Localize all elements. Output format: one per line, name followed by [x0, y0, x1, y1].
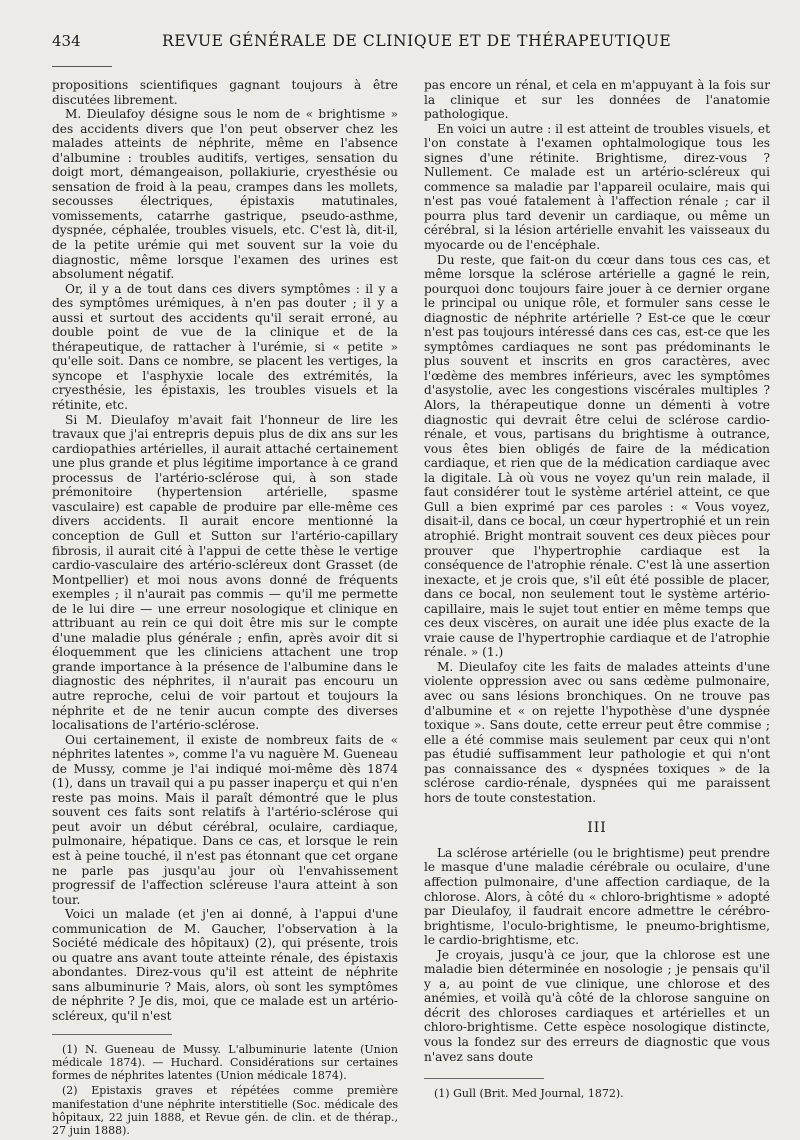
footnotes: [52, 1043, 398, 1138]
header-rule: [52, 66, 112, 67]
paragraph: Du reste, que fait-on du cœur dans tous ces cas, et même lorsque la sclérose artérielle a gagné le rein, pourquoi donc toujours faire jouer à ce dernier organe le principal ou unique rôle, et formuler sans cesse le diagnostic de néphrite artérielle ? Est-ce que le cœur n'est pas toujours intéressé dans ces cas, est-ce que les symptômes cardiaques ne sont pas prédominants le plus souvent et inscrits en gros caractères, avec l'œdème des membres inférieurs, avec les symptômes d'asystolie, avec les congestions viscérales multiples ? Alors, la thérapeutique donne un démenti à votre diagnostic qui devrait être celui de sclérose cardio-rénale, et vous, partisans du brightisme à outrance, vous êtes bien obligés de faire de la médication cardiaque, et rien que de la médication cardiaque avec la digitale. Là où vous ne voyez qu'un rein malade, il faut considérer tout le système artériel atteint, ce que Gull a bien exprimé par ces paroles : « Vous voyez, disait-il, dans ce bocal, un cœur hypertrophié et un rein atrophié. Bright montrait souvent ces deux pièces pour prouver que l'hypertrophie cardiaque est la conséquence de l'atrophie rénale. C'est là une assertion inexacte, et je crois que, s'il eût été possible de placer, dans ce bocal, non seulement tout le système artério-capillaire, mais le sujet tout entier en même temps que ces deux viscères, on aurait une idée plus exacte de la vraie cause de l'hypertrophie cardiaque et de l'atrophie rénale. » (1.): [424, 252, 770, 660]
paragraph: pas encore un rénal, et cela en m'appuyant à la fois sur la clinique et sur les données de l'anatomie pathologique.: [424, 78, 770, 122]
page-number: 434: [52, 32, 81, 50]
paragraph: La sclérose artérielle (ou le brightisme) peut prendre le masque d'une maladie cérébrale ou oculaire, d'une affection pulmonaire, d'une affection cardiaque, de la chlorose. Alors, à côté du « chloro-brightisme » adopté par Dieulafoy, il faudrait encore admettre le cérébro-brightisme, l'oculo-brightisme, le pneumo-brightisme, le cardio-brightisme, etc.: [424, 845, 770, 948]
right-column: [424, 78, 770, 1102]
footnote: (1) Gull (Brit. Med Journal, 1872).: [434, 1087, 624, 1101]
footnote: (1) N. Gueneau de Mussy. L'albuminurie latente (Union médicale 1874). — Huchard. Considérations sur certaines formes de néphrites latentes (Union médicale 1874).: [52, 1042, 398, 1083]
paragraph: propositions scientifiques gagnant toujours à être discutées librement.: [52, 78, 398, 107]
footnote-rule: [52, 1034, 172, 1035]
paragraph: Si M. Dieulafoy m'avait fait l'honneur de lire les travaux que j'ai entrepris depuis plus de dix ans sur les cardiopathies artérielles, il aurait attaché certainement une plus grande et plus légitime importance à ce grand processus de l'artério-sclérose qui, à son stade prémonitoire (hypertension artérielle, spasme vasculaire) est capable de produire par elle-même ces divers accidents. Il aurait encore mentionné la conception de Gull et Sutton sur l'artério-capillary fibrosis, il aurait cité à l'appui de cette thèse le vertige cardio-vasculaire des artério-scléreux dont Grasset (de Montpellier) et moi nous avons donné de fréquents exemples ; il n'aurait pas commis — qu'il me permette de le lui dire — une erreur nosologique et clinique en attribuant au rein ce qui doit être mis sur le compte d'une maladie plus générale ; enfin, après avoir dit si éloquemment que les cliniciens attachent une trop grande importance à la présence de l'albumine dans le diagnostic des néphrites, il n'aurait pas encouru un autre reproche, celui de voir partout et toujours la néphrite et de ne tenir aucun compte des diverses localisations de l'artério-sclérose.: [52, 412, 398, 733]
page-header: [52, 32, 782, 58]
paragraph: Oui certainement, il existe de nombreux faits de « néphrites latentes », comme l'a vu naguère M. Gueneau de Mussy, comme je l'ai indiqué moi-même dès 1874 (1), dans un travail qui a pu passer inaperçu et qui n'en reste pas moins. Mais il paraît démontré que le plus souvent ces faits sont relatifs à l'artério-sclérose qui peut avoir un début cérébral, oculaire, cardiaque, pulmonaire, hépatique. Dans ce cas, et lorsque le rein est à peine touché, il n'est pas étonnant que cet organe ne parle pas jusqu'au jour où l'envahissement progressif de l'affection scléreuse l'aura atteint à son tour.: [52, 732, 398, 907]
paragraph: M. Dieulafoy désigne sous le nom de « brightisme » des accidents divers que l'on peut observer chez les malades atteints de néphrite, même en l'absence d'albumine : troubles auditifs, vertiges, sensation du doigt mort, démangeaison, pollakiurie, cryesthésie ou sensation de froid à la peau, crampes dans les mollets, secousses électriques, épistaxis matutinales, vomissements, catarrhe gastrique, pseudo-asthme, dyspnée, céphalée, troubles visuels, etc. C'est là, dit-il, de la petite urémie qui met souvent sur la voie du diagnostic, même lorsque l'examen des urines est absolument négatif.: [52, 107, 398, 282]
paragraph: Je croyais, jusqu'à ce jour, que la chlorose est une maladie bien déterminée en nosologie ; je pensais qu'il y a, au point de vue clinique, une chlorose et des anémies, et voilà qu'à côté de la chlorose sanguine on décrit des chloroses cardiaques et artérielles et un chloro-brightisme. Cette espèce nosologique distincte, vous la fondez sur des erreurs de diagnostic que vous n'avez sans doute: [424, 947, 770, 1064]
paragraph: M. Dieulafoy cite les faits de malades atteints d'une violente oppression avec ou sans œdème pulmonaire, avec ou sans lésions bronchiques. On ne trouve pas d'albumine et « on rejette l'hypothèse d'une dyspnée toxique ». Sans doute, cette erreur peut être commise ; elle a été commise mais seulement par ceux qui n'ont pas étudié suffisamment leur pathologie et qui n'ont pas connaissance des « dyspnées toxiques » de la sclérose cardio-rénale, dyspnées qui me paraissent hors de toute constestation.: [424, 659, 770, 805]
paragraph: En voici un autre : il est atteint de troubles visuels, et l'on constate à l'examen ophtalmologique tous les signes d'une rétinite. Brightisme, direz-vous ? Nullement. Ce malade est un artério-scléreux qui commence sa maladie par l'appareil oculaire, mais qui n'est pas voué fatalement à l'affection rénale ; car il pourra plus tard devenir un cardiaque, ou même un cérébral, si la lésion artérielle envahit les vaisseaux du myocarde ou de l'encéphale.: [424, 121, 770, 253]
left-column: [52, 78, 398, 1140]
paragraph: Or, il y a de tout dans ces divers symptômes : il y a des symptômes urémiques, à n'en pas douter ; il y a aussi et surtout des accidents qu'il serait erroné, au double point de vue de la clinique et de la thérapeutique, de rattacher à l'urémie, si « petite » qu'elle soit. Dans ce nombre, se placent les vertiges, la syncope et l'asphyxie locale des extrémités, la cryesthésie, les épistaxis, les troubles visuels et la rétinite, etc.: [52, 281, 398, 413]
section-number: III: [587, 820, 607, 837]
footnote-rule: [424, 1078, 544, 1079]
paragraph: Voici un malade (et j'en ai donné, à l'appui d'une communication de M. Gaucher, l'observation à la Société médicale des hôpitaux) (2), qui présente, trois ou quatre ans avant toute atteinte rénale, des épistaxis abondantes. Direz-vous qu'il est atteint de néphrite sans albuminurie ? Mais, alors, où sont les symptômes de néphrite ? Je dis, moi, que ce malade est un artério-scléreux, qu'il n'est: [52, 907, 398, 1023]
footnote: (2) Epistaxis graves et répétées comme première manifestation d'une néphrite interstitielle (Soc. médicale des hôpitaux, 22 juin 1888, et Revue gén. de clin. et de thérap., 27 juin 1888).: [52, 1084, 398, 1138]
footnotes: [424, 1087, 770, 1100]
running-title: REVUE GÉNÉRALE DE CLINIQUE ET DE THÉRAPEUTIQUE: [162, 32, 672, 50]
